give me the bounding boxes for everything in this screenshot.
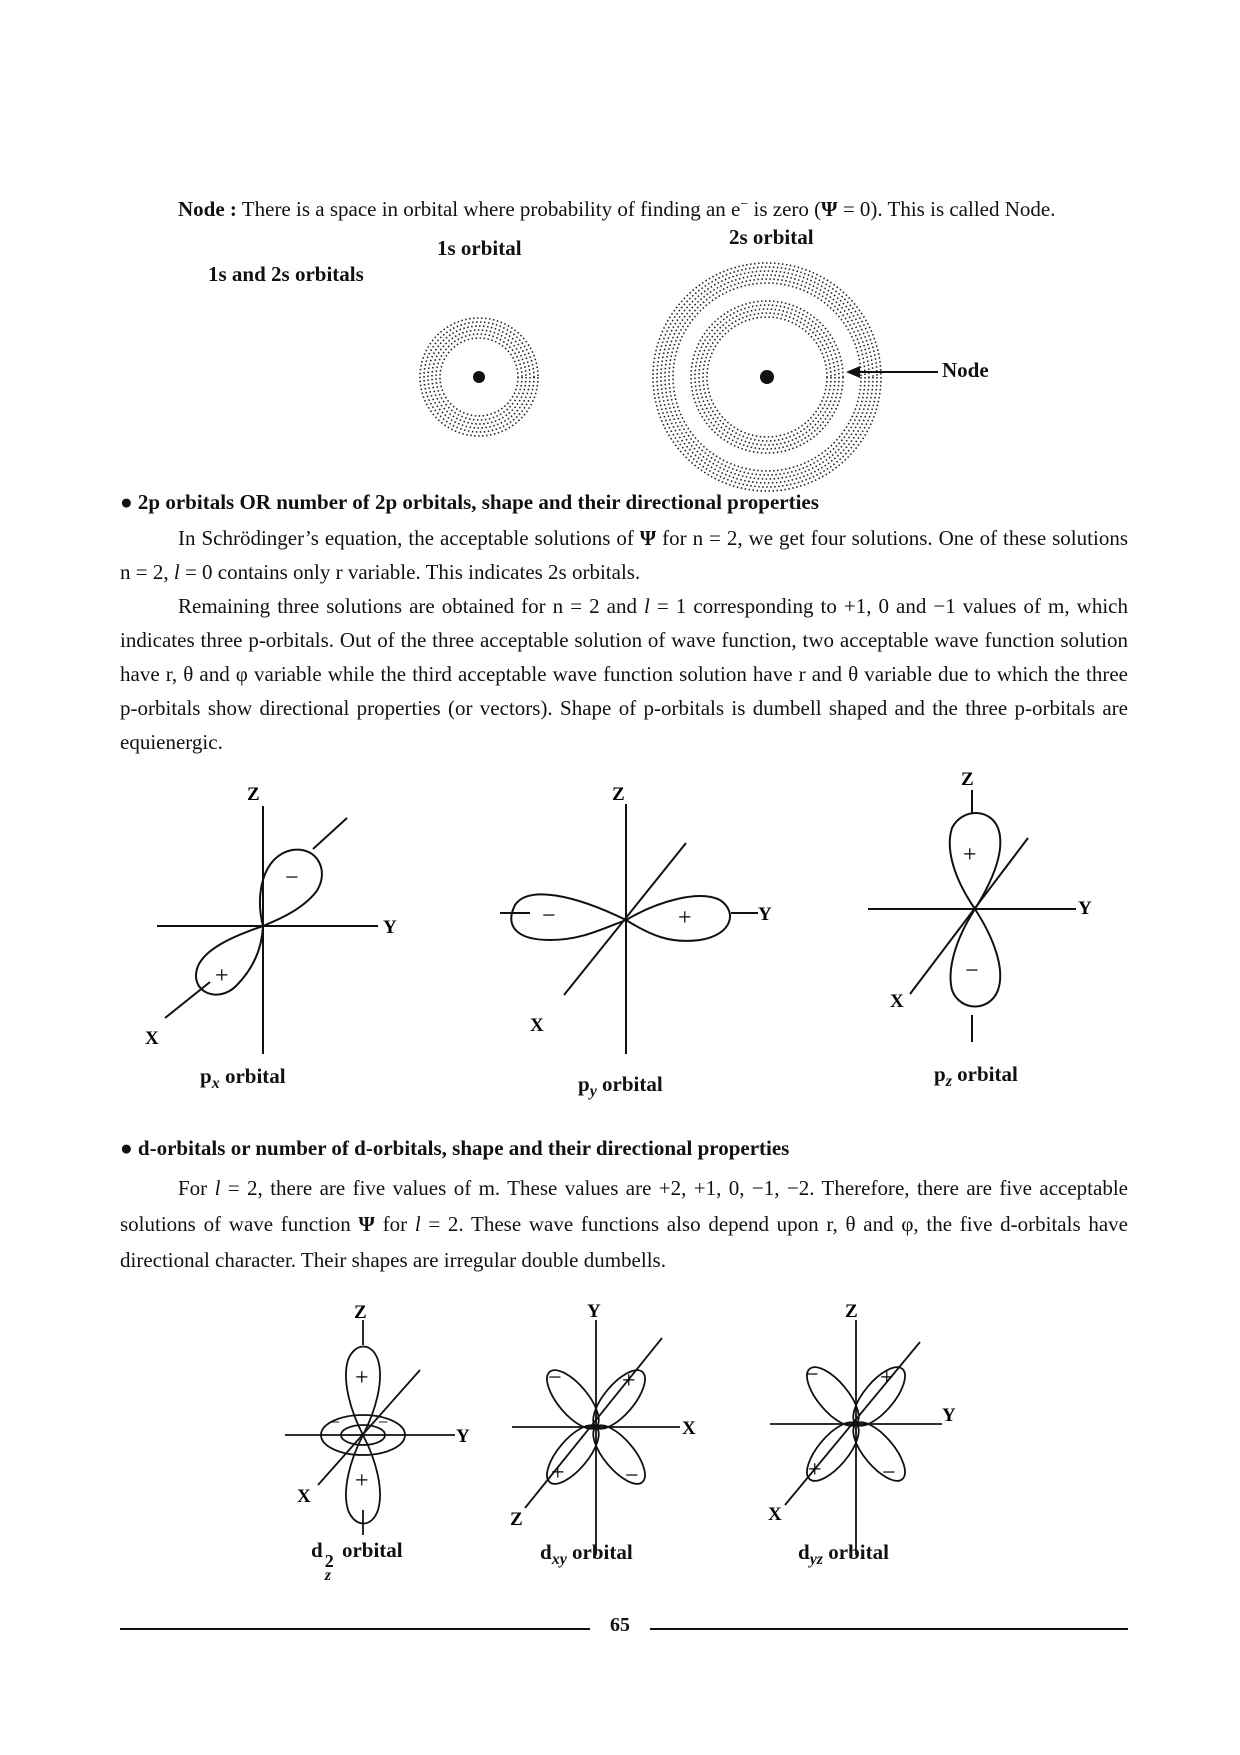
dxy-orbital-caption: $d_{xy}$ orbital: [540, 1540, 633, 1569]
p-orbitals-heading: ● 2p orbitals OR number of 2p orbitals, shape and their directional properties: [120, 490, 819, 514]
d-paragraph: For l = 2, there are five values of m. These values are +2, +1, 0, −1, −2. Therefore, there are five acceptable solutions of wave function Ψ for l = 2. These wave functions also depend upon r, θ and φ, the five d-orbitals have directional character. Their shapes are irregular double dumbells.: [120, 1176, 1128, 1272]
dyz-orbital-caption: $d_{yz}$ orbital: [798, 1540, 889, 1569]
node-paragraph: Node : There is a space in orbital where probability of finding an e− is zero (Ψ = 0). This is called Node.: [178, 197, 1056, 221]
dz2-plus-bottom: +: [355, 1468, 369, 1494]
node-label: Node: [942, 358, 989, 382]
py-minus-sign: −: [542, 903, 556, 929]
dyz-orbital-figure: [770, 1320, 942, 1555]
px-z-axis-label: Z: [247, 784, 260, 805]
dyz-plus-top-right: +: [880, 1365, 894, 1391]
p-paragraph-1: In Schrödinger’s equation, the acceptable solutions of Ψ for n = 2, we get four solutions. One of these solutions n = 2, l = 0 contains only r variable. This indicates 2s orbitals.: [120, 526, 1128, 584]
dxy-x-axis-label: X: [682, 1418, 696, 1439]
dxy-plus-top-right: +: [622, 1368, 636, 1394]
dz2-minus-left: −: [330, 1412, 341, 1432]
dyz-z-axis-label: Z: [845, 1301, 858, 1322]
dz2-z-axis-label: Z: [354, 1302, 367, 1323]
dyz-plus-bottom-left: +: [808, 1457, 822, 1483]
dxy-z-axis-label: Z: [510, 1509, 523, 1530]
dz2-y-axis-label: Y: [456, 1426, 470, 1447]
dz2-x-axis-label: X: [297, 1486, 311, 1507]
footer-rule-right: [650, 1628, 1128, 1630]
page-number: 65: [610, 1614, 630, 1636]
dxy-minus-bottom-right: −: [625, 1463, 639, 1489]
2s-orbital-label: 2s orbital: [729, 225, 814, 249]
pz-z-axis-label: Z: [961, 769, 974, 790]
py-plus-sign: +: [678, 905, 692, 931]
pz-orbital-caption: $p_z$ orbital: [934, 1062, 1018, 1091]
dz2-plus-top: +: [355, 1365, 369, 1391]
dz2-minus-right: −: [378, 1412, 389, 1432]
pz-y-axis-label: Y: [1078, 898, 1092, 919]
d-orbitals-heading: ● d-orbitals or number of d-orbitals, shape and their directional properties: [120, 1136, 790, 1160]
dyz-minus-top-left: −: [805, 1362, 819, 1388]
py-y-axis-label: Y: [758, 904, 772, 925]
px-plus-sign: +: [215, 963, 229, 989]
pz-plus-sign: +: [963, 842, 977, 868]
py-x-axis-label: X: [530, 1015, 544, 1036]
px-x-axis-label: X: [145, 1028, 159, 1049]
dxy-y-axis-label: Y: [587, 1301, 601, 1322]
1s-orbital-label: 1s orbital: [437, 236, 522, 260]
dxy-plus-bottom-left: +: [551, 1460, 565, 1486]
px-orbital-caption: $p_x$ orbital: [200, 1064, 286, 1093]
p-paragraph-2: Remaining three solutions are obtained for n = 2 and l = 1 corresponding to +1, 0 and −1 values of m, which indicates three p-orbitals. Out of the three acceptable solution of wave function, two acceptable wave function solution have r, θ and φ variable while the third acceptable wave function solution have r and θ variable due to which the three p-orbitals show directional properties (or vectors). Shape of p-orbitals is dumbell shaped and the three p-orbitals are equienergic.: [120, 594, 1128, 754]
py-z-axis-label: Z: [612, 784, 625, 805]
pz-x-axis-label: X: [890, 991, 904, 1012]
dz2-orbital-caption: d 2 z orbital: [311, 1538, 403, 1584]
dxy-minus-top-left: −: [548, 1365, 562, 1391]
footer-rule-left: [120, 1628, 590, 1630]
dyz-y-axis-label: Y: [942, 1405, 956, 1426]
node-term: Node :: [178, 197, 237, 221]
dyz-minus-bottom-right: −: [882, 1460, 896, 1486]
dxy-orbital-figure: [512, 1320, 680, 1555]
s-orbitals-title: 1s and 2s orbitals: [208, 262, 364, 286]
pz-minus-sign: −: [965, 958, 979, 984]
py-orbital-caption: $p_y$ orbital: [578, 1072, 663, 1101]
px-minus-sign: −: [285, 865, 299, 891]
px-y-axis-label: Y: [383, 917, 397, 938]
dyz-x-axis-label: X: [768, 1504, 782, 1525]
